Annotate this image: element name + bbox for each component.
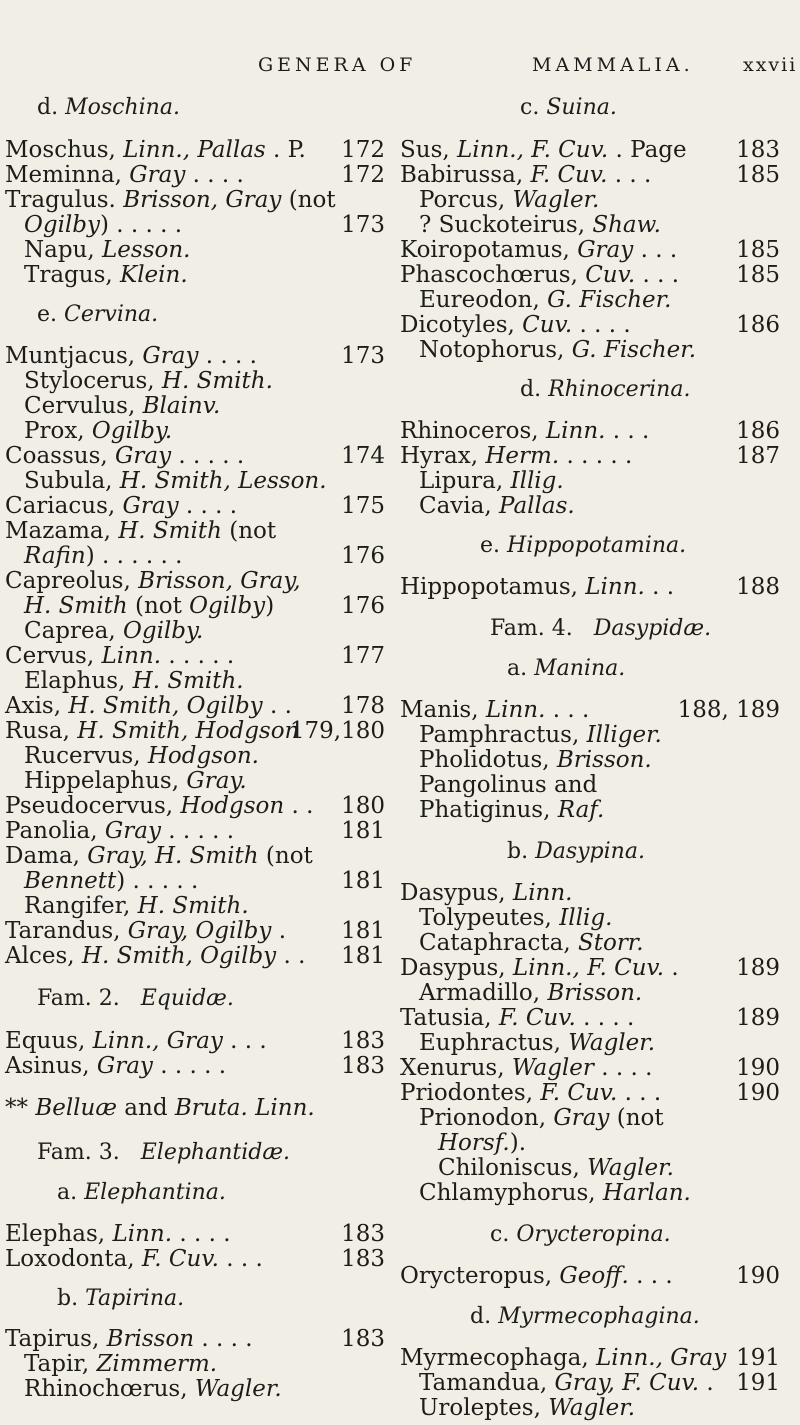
genus-entry bbox=[5, 518, 276, 544]
genus-entry bbox=[419, 772, 597, 798]
genus-entry bbox=[400, 443, 632, 469]
genus-entry bbox=[5, 162, 244, 188]
entry-text: Uroleptes, Wagler. bbox=[419, 1395, 636, 1421]
entry-text: Rafin) . . . . . . bbox=[24, 543, 183, 569]
entry-text: Cariacus, Gray . . . . bbox=[5, 493, 238, 519]
page-reference: 190 bbox=[736, 1080, 780, 1106]
entry-text: Notophorus, G. Fischer. bbox=[419, 337, 697, 363]
page-reference: 173 bbox=[341, 343, 385, 369]
section-heading bbox=[37, 302, 158, 328]
genus-entry bbox=[400, 262, 679, 288]
page-reference: 186 bbox=[736, 418, 780, 444]
entry-text: Coassus, Gray . . . . . bbox=[5, 443, 245, 469]
entry-text: Babirussa, F. Cuv. . . . bbox=[400, 162, 652, 188]
genus-entry bbox=[400, 162, 651, 188]
entry-text: c. Orycteropina. bbox=[490, 1222, 671, 1247]
entry-text: Phascochœrus, Cuv. . . . bbox=[400, 262, 680, 288]
entry-text: Chiloniscus, Wagler. bbox=[438, 1155, 674, 1181]
section-heading bbox=[490, 616, 711, 642]
entry-text: Cataphracta, Storr. bbox=[419, 930, 644, 956]
entry-text: Equus, Linn., Gray . . . bbox=[5, 1028, 267, 1054]
entry-text: Ogilby) . . . . . bbox=[24, 212, 183, 238]
entry-text: Moschus, Linn., Pallas . P. bbox=[5, 137, 306, 163]
page-reference: 175 bbox=[341, 493, 385, 519]
entry-text: Alces, H. Smith, Ogilby . . bbox=[5, 943, 306, 969]
genus-entry bbox=[5, 137, 306, 163]
genus-entry bbox=[5, 1028, 267, 1054]
entry-text: Cervus, Linn. . . . . . bbox=[5, 643, 235, 669]
page-reference: 185 bbox=[736, 262, 780, 288]
section-heading bbox=[470, 1304, 700, 1330]
genus-entry bbox=[24, 262, 188, 288]
entry-text: d. Rhinocerina. bbox=[520, 377, 691, 402]
page-reference: 188 bbox=[736, 574, 780, 600]
entry-text: d. Myrmecophagina. bbox=[470, 1304, 700, 1329]
genus-entry bbox=[24, 393, 220, 419]
genus-entry bbox=[400, 312, 631, 338]
page-reference: 176 bbox=[341, 543, 385, 569]
genus-entry bbox=[24, 212, 182, 238]
genus-entry bbox=[419, 468, 564, 494]
entry-text: Rhinochœrus, Wagler. bbox=[24, 1376, 282, 1402]
section-heading bbox=[507, 656, 625, 682]
genus-entry bbox=[400, 137, 687, 163]
page-reference: 188, 189 bbox=[677, 697, 780, 723]
entry-text: Orycteropus, Geoff. . . . bbox=[400, 1263, 673, 1289]
genus-entry bbox=[24, 593, 274, 619]
entry-text: Manis, Linn. . . . bbox=[400, 697, 590, 723]
entry-text: Bennett) . . . . . bbox=[24, 868, 199, 894]
page-reference: 190 bbox=[736, 1263, 780, 1289]
genus-entry bbox=[400, 1080, 661, 1106]
page-reference: 185 bbox=[736, 237, 780, 263]
entry-text: Lipura, Illig. bbox=[419, 468, 564, 494]
page-number: xxvii bbox=[743, 54, 798, 76]
genus-entry bbox=[419, 797, 604, 823]
genus-entry bbox=[400, 1263, 673, 1289]
page-reference: 181 bbox=[341, 943, 385, 969]
entry-text: Tapirus, Brisson . . . . bbox=[5, 1326, 253, 1352]
genus-entry bbox=[5, 1053, 226, 1079]
entry-text: Pseudocervus, Hodgson . . bbox=[5, 793, 314, 819]
genus-entry bbox=[5, 493, 237, 519]
entry-text: ? Suckoteirus, Shaw. bbox=[419, 212, 661, 238]
genus-entry bbox=[24, 543, 182, 569]
entry-text: Tragulus. Brisson, Gray (not bbox=[5, 187, 336, 213]
genus-entry bbox=[5, 643, 234, 669]
genus-entry bbox=[419, 1105, 664, 1131]
entry-text: Eureodon, G. Fischer. bbox=[419, 287, 672, 313]
entry-text: Fam. 2. Equidæ. bbox=[37, 986, 234, 1011]
page-reference: 187 bbox=[736, 443, 780, 469]
entry-text: Pamphractus, Illiger. bbox=[419, 722, 662, 748]
entry-text: Elaphus, H. Smith. bbox=[24, 668, 244, 694]
entry-text: Mazama, H. Smith (not bbox=[5, 518, 277, 544]
genus-entry bbox=[24, 668, 244, 694]
entry-text: Subula, H. Smith, Lesson. bbox=[24, 468, 327, 494]
entry-text: Dicotyles, Cuv. . . . . bbox=[400, 312, 631, 338]
genus-entry bbox=[400, 697, 589, 723]
entry-text: Caprea, Ogilby. bbox=[24, 618, 204, 644]
entry-text: Tapir, Zimmerm. bbox=[24, 1351, 218, 1377]
section-heading bbox=[37, 1140, 290, 1166]
entry-text: Koiropotamus, Gray . . . bbox=[400, 237, 678, 263]
entry-text: Euphractus, Wagler. bbox=[419, 1030, 656, 1056]
entry-text: Tamandua, Gray, F. Cuv. . bbox=[419, 1370, 714, 1396]
entry-text: Asinus, Gray . . . . . bbox=[5, 1053, 227, 1079]
page-reference: 183 bbox=[341, 1326, 385, 1352]
genus-entry bbox=[438, 1130, 526, 1156]
genus-entry bbox=[400, 1005, 634, 1031]
page-reference: 178 bbox=[341, 693, 385, 719]
genus-entry bbox=[24, 468, 327, 494]
genus-entry bbox=[5, 1246, 263, 1272]
genus-entry bbox=[438, 1155, 674, 1181]
entry-text: Meminna, Gray . . . . bbox=[5, 162, 244, 188]
genus-entry bbox=[419, 1030, 655, 1056]
page-reference: 186 bbox=[736, 312, 780, 338]
genus-entry bbox=[419, 493, 575, 519]
entry-text: Hippelaphus, Gray. bbox=[24, 768, 247, 794]
entry-text: Elephas, Linn. . . . . bbox=[5, 1221, 231, 1247]
page-reference: 183 bbox=[341, 1028, 385, 1054]
entry-text: Cervulus, Blainv. bbox=[24, 393, 221, 419]
entry-text: Armadillo, Brisson. bbox=[419, 980, 643, 1006]
genus-entry bbox=[24, 768, 247, 794]
page-reference: 183 bbox=[341, 1221, 385, 1247]
genus-entry bbox=[419, 1370, 714, 1396]
genus-entry bbox=[419, 905, 612, 931]
entry-text: Pholidotus, Brisson. bbox=[419, 747, 652, 773]
genus-entry bbox=[24, 368, 273, 394]
entry-text: Rucervus, Hodgson. bbox=[24, 743, 259, 769]
section-heading bbox=[507, 839, 645, 865]
entry-text: d. Moschina. bbox=[37, 95, 180, 120]
running-header-left: GENERA OF bbox=[258, 54, 417, 76]
page-reference: 173 bbox=[341, 212, 385, 238]
entry-text: Dasypus, Linn. bbox=[400, 880, 573, 906]
entry-text: Prox, Ogilby. bbox=[24, 418, 173, 444]
genus-entry bbox=[5, 843, 313, 869]
entry-text: Muntjacus, Gray . . . . bbox=[5, 343, 257, 369]
entry-text: Myrmecophaga, Linn., Gray bbox=[400, 1345, 727, 1371]
entry-text: Fam. 3. Elephantidæ. bbox=[37, 1140, 291, 1165]
genus-entry bbox=[419, 722, 662, 748]
entry-text: Sus, Linn., F. Cuv. . Page bbox=[400, 137, 687, 163]
genus-entry bbox=[419, 287, 671, 313]
section-heading bbox=[37, 95, 180, 121]
genus-entry bbox=[5, 1221, 231, 1247]
page-reference: 189 bbox=[736, 955, 780, 981]
entry-text: H. Smith (not Ogilby) bbox=[24, 593, 275, 619]
entry-text: Prionodon, Gray (not bbox=[419, 1105, 664, 1131]
genus-entry bbox=[5, 568, 301, 594]
entry-text: b. Dasypina. bbox=[507, 839, 645, 864]
genus-entry bbox=[24, 1351, 217, 1377]
entry-text: e. Cervina. bbox=[37, 302, 159, 327]
entry-text: Dasypus, Linn., F. Cuv. . bbox=[400, 955, 679, 981]
page-reference: 183 bbox=[341, 1246, 385, 1272]
section-heading bbox=[480, 533, 686, 559]
entry-text: Panolia, Gray . . . . . bbox=[5, 818, 235, 844]
genus-entry bbox=[5, 1326, 253, 1352]
entry-text: Priodontes, F. Cuv. . . . bbox=[400, 1080, 662, 1106]
genus-entry bbox=[400, 237, 677, 263]
genus-entry bbox=[5, 943, 305, 969]
genus-entry bbox=[24, 418, 172, 444]
entry-text: Fam. 4. Dasypidæ. bbox=[490, 616, 712, 641]
page-reference: 172 bbox=[341, 137, 385, 163]
page-reference: 183 bbox=[341, 1053, 385, 1079]
entry-text: e. Hippopotamina. bbox=[480, 533, 687, 558]
entry-text: Phatiginus, Raf. bbox=[419, 797, 605, 823]
genus-entry bbox=[400, 574, 674, 600]
page-reference: 181 bbox=[341, 868, 385, 894]
entry-text: Loxodonta, F. Cuv. . . . bbox=[5, 1246, 263, 1272]
genus-entry bbox=[5, 718, 299, 744]
page-reference: 189 bbox=[736, 1005, 780, 1031]
genus-entry bbox=[400, 1055, 652, 1081]
genus-entry bbox=[5, 187, 336, 213]
entry-text: Rhinoceros, Linn. . . . bbox=[400, 418, 650, 444]
section-heading bbox=[520, 377, 690, 403]
running-header-right: MAMMALIA. bbox=[532, 54, 694, 76]
page-reference: 180 bbox=[341, 793, 385, 819]
entry-text: Napu, Lesson. bbox=[24, 237, 191, 263]
entry-text: Stylocerus, H. Smith. bbox=[24, 368, 273, 394]
entry-text: Cavia, Pallas. bbox=[419, 493, 575, 519]
genus-entry bbox=[5, 693, 292, 719]
page-reference: 174 bbox=[341, 443, 385, 469]
page-reference: 191 bbox=[736, 1345, 780, 1371]
entry-text: Rusa, H. Smith, Hodgson bbox=[5, 718, 300, 744]
genus-entry bbox=[419, 980, 642, 1006]
genus-entry bbox=[24, 893, 249, 919]
genus-entry bbox=[400, 418, 649, 444]
page-reference: 177 bbox=[341, 643, 385, 669]
entry-text: Dama, Gray, H. Smith (not bbox=[5, 843, 313, 869]
genus-entry bbox=[419, 187, 599, 213]
entry-text: Axis, H. Smith, Ogilby . . bbox=[5, 693, 292, 719]
genus-entry bbox=[419, 337, 696, 363]
entry-text: Pangolinus and bbox=[419, 772, 598, 798]
genus-entry bbox=[5, 818, 234, 844]
genus-entry bbox=[400, 955, 679, 981]
genus-entry bbox=[419, 1395, 635, 1421]
page-reference: 181 bbox=[341, 918, 385, 944]
entry-text: ** Belluæ and Bruta. Linn. bbox=[5, 1095, 315, 1121]
genus-entry bbox=[5, 443, 244, 469]
genus-entry bbox=[419, 930, 644, 956]
entry-text: a. Elephantina. bbox=[57, 1180, 226, 1205]
genus-entry bbox=[24, 618, 203, 644]
genus-entry bbox=[5, 918, 286, 944]
entry-text: b. Tapirina. bbox=[57, 1286, 185, 1311]
entry-text: Hyrax, Herm. . . . . . bbox=[400, 443, 633, 469]
genus-entry bbox=[5, 793, 313, 819]
genus-entry bbox=[24, 1376, 282, 1402]
genus-entry bbox=[24, 743, 259, 769]
entry-text: Porcus, Wagler. bbox=[419, 187, 600, 213]
section-heading bbox=[57, 1180, 226, 1206]
entry-text: a. Manina. bbox=[507, 656, 626, 681]
page-reference: 191 bbox=[736, 1370, 780, 1396]
page-reference: 183 bbox=[736, 137, 780, 163]
section-heading bbox=[37, 986, 234, 1012]
entry-text: Tragus, Klein. bbox=[24, 262, 188, 288]
genus-entry bbox=[24, 868, 198, 894]
genus-entry bbox=[419, 212, 661, 238]
entry-text: Rangifer, H. Smith. bbox=[24, 893, 249, 919]
section-heading bbox=[490, 1222, 671, 1248]
genus-entry bbox=[5, 1095, 315, 1121]
page-reference: 181 bbox=[341, 818, 385, 844]
genus-entry bbox=[24, 237, 190, 263]
entry-text: Tolypeutes, Illig. bbox=[419, 905, 613, 931]
genus-entry bbox=[400, 1345, 726, 1371]
entry-text: Tarandus, Gray, Ogilby . bbox=[5, 918, 287, 944]
genus-entry bbox=[5, 343, 257, 369]
entry-text: Tatusia, F. Cuv. . . . . bbox=[400, 1005, 635, 1031]
page-reference: 185 bbox=[736, 162, 780, 188]
genus-entry bbox=[400, 880, 573, 906]
genus-entry bbox=[419, 747, 652, 773]
entry-text: c. Suina. bbox=[520, 95, 617, 120]
entry-text: Hippopotamus, Linn. . . bbox=[400, 574, 675, 600]
page-reference: 176 bbox=[341, 593, 385, 619]
page-reference: 179,180 bbox=[289, 718, 385, 744]
entry-text: Horsf.). bbox=[438, 1130, 527, 1156]
entry-text: Capreolus, Brisson, Gray, bbox=[5, 568, 301, 594]
page-reference: 190 bbox=[736, 1055, 780, 1081]
page-reference: 172 bbox=[341, 162, 385, 188]
entry-text: Chlamyphorus, Harlan. bbox=[419, 1180, 691, 1206]
section-heading bbox=[57, 1286, 184, 1312]
section-heading bbox=[520, 95, 617, 121]
entry-text: Xenurus, Wagler . . . . bbox=[400, 1055, 653, 1081]
genus-entry bbox=[419, 1180, 691, 1206]
